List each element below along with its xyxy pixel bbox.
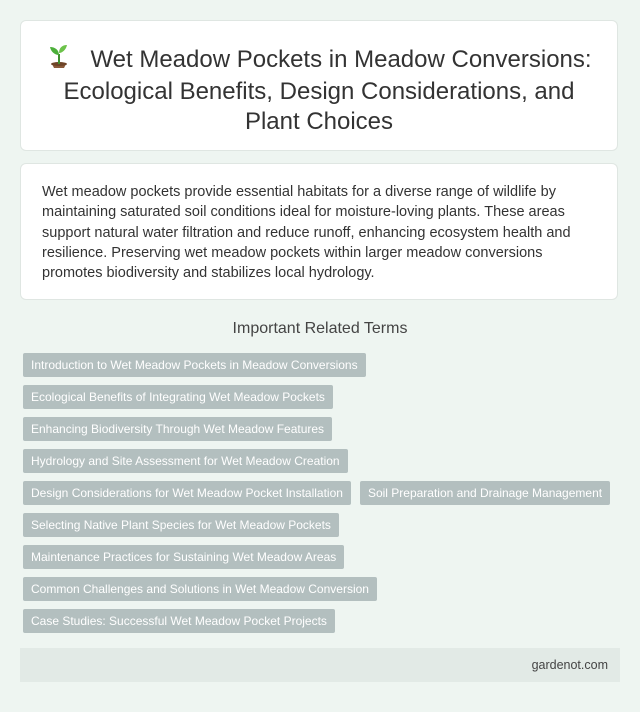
related-term-tag[interactable]: Common Challenges and Solutions in Wet Meadow Conversion: [23, 577, 377, 601]
related-terms-list: [23, 353, 623, 633]
page-title-text: Wet Meadow Pockets in Meadow Conversions: Ecological Benefits, Design Considerations, and Plant Choices: [63, 46, 592, 135]
related-term-tag[interactable]: Design Considerations for Wet Meadow Pocket Installation: [23, 481, 351, 505]
summary-card: [20, 163, 618, 300]
related-term-tag[interactable]: Enhancing Biodiversity Through Wet Meadow Features: [23, 417, 332, 441]
summary-text: Wet meadow pockets provide essential habitats for a diverse range of wildlife by maintaining saturated soil conditions ideal for moisture-loving plants. These areas support natural water filtration and reduce runoff, enhancing ecosystem health and resilience. Preserving wet meadow pockets within larger meadow conversions promotes biodiversity and stabilizes local hydrology.: [42, 184, 571, 282]
footer: [20, 648, 620, 682]
related-term-tag[interactable]: Introduction to Wet Meadow Pockets in Meadow Conversions: [23, 353, 366, 377]
related-term-tag[interactable]: Case Studies: Successful Wet Meadow Pocket Projects: [23, 609, 335, 633]
footer-site-link[interactable]: gardenot.com: [531, 658, 608, 672]
seedling-icon: [46, 43, 72, 77]
title-card: [20, 20, 618, 151]
related-terms-heading: Important Related Terms: [232, 320, 408, 337]
related-term-tag[interactable]: Hydrology and Site Assessment for Wet Meadow Creation: [23, 449, 348, 473]
related-term-tag[interactable]: Selecting Native Plant Species for Wet Meadow Pockets: [23, 513, 339, 537]
related-term-tag[interactable]: Ecological Benefits of Integrating Wet Meadow Pockets: [23, 385, 333, 409]
related-term-tag[interactable]: Maintenance Practices for Sustaining Wet Meadow Areas: [23, 545, 344, 569]
related-term-tag[interactable]: Soil Preparation and Drainage Management: [360, 481, 610, 505]
page-title: [21, 21, 617, 137]
